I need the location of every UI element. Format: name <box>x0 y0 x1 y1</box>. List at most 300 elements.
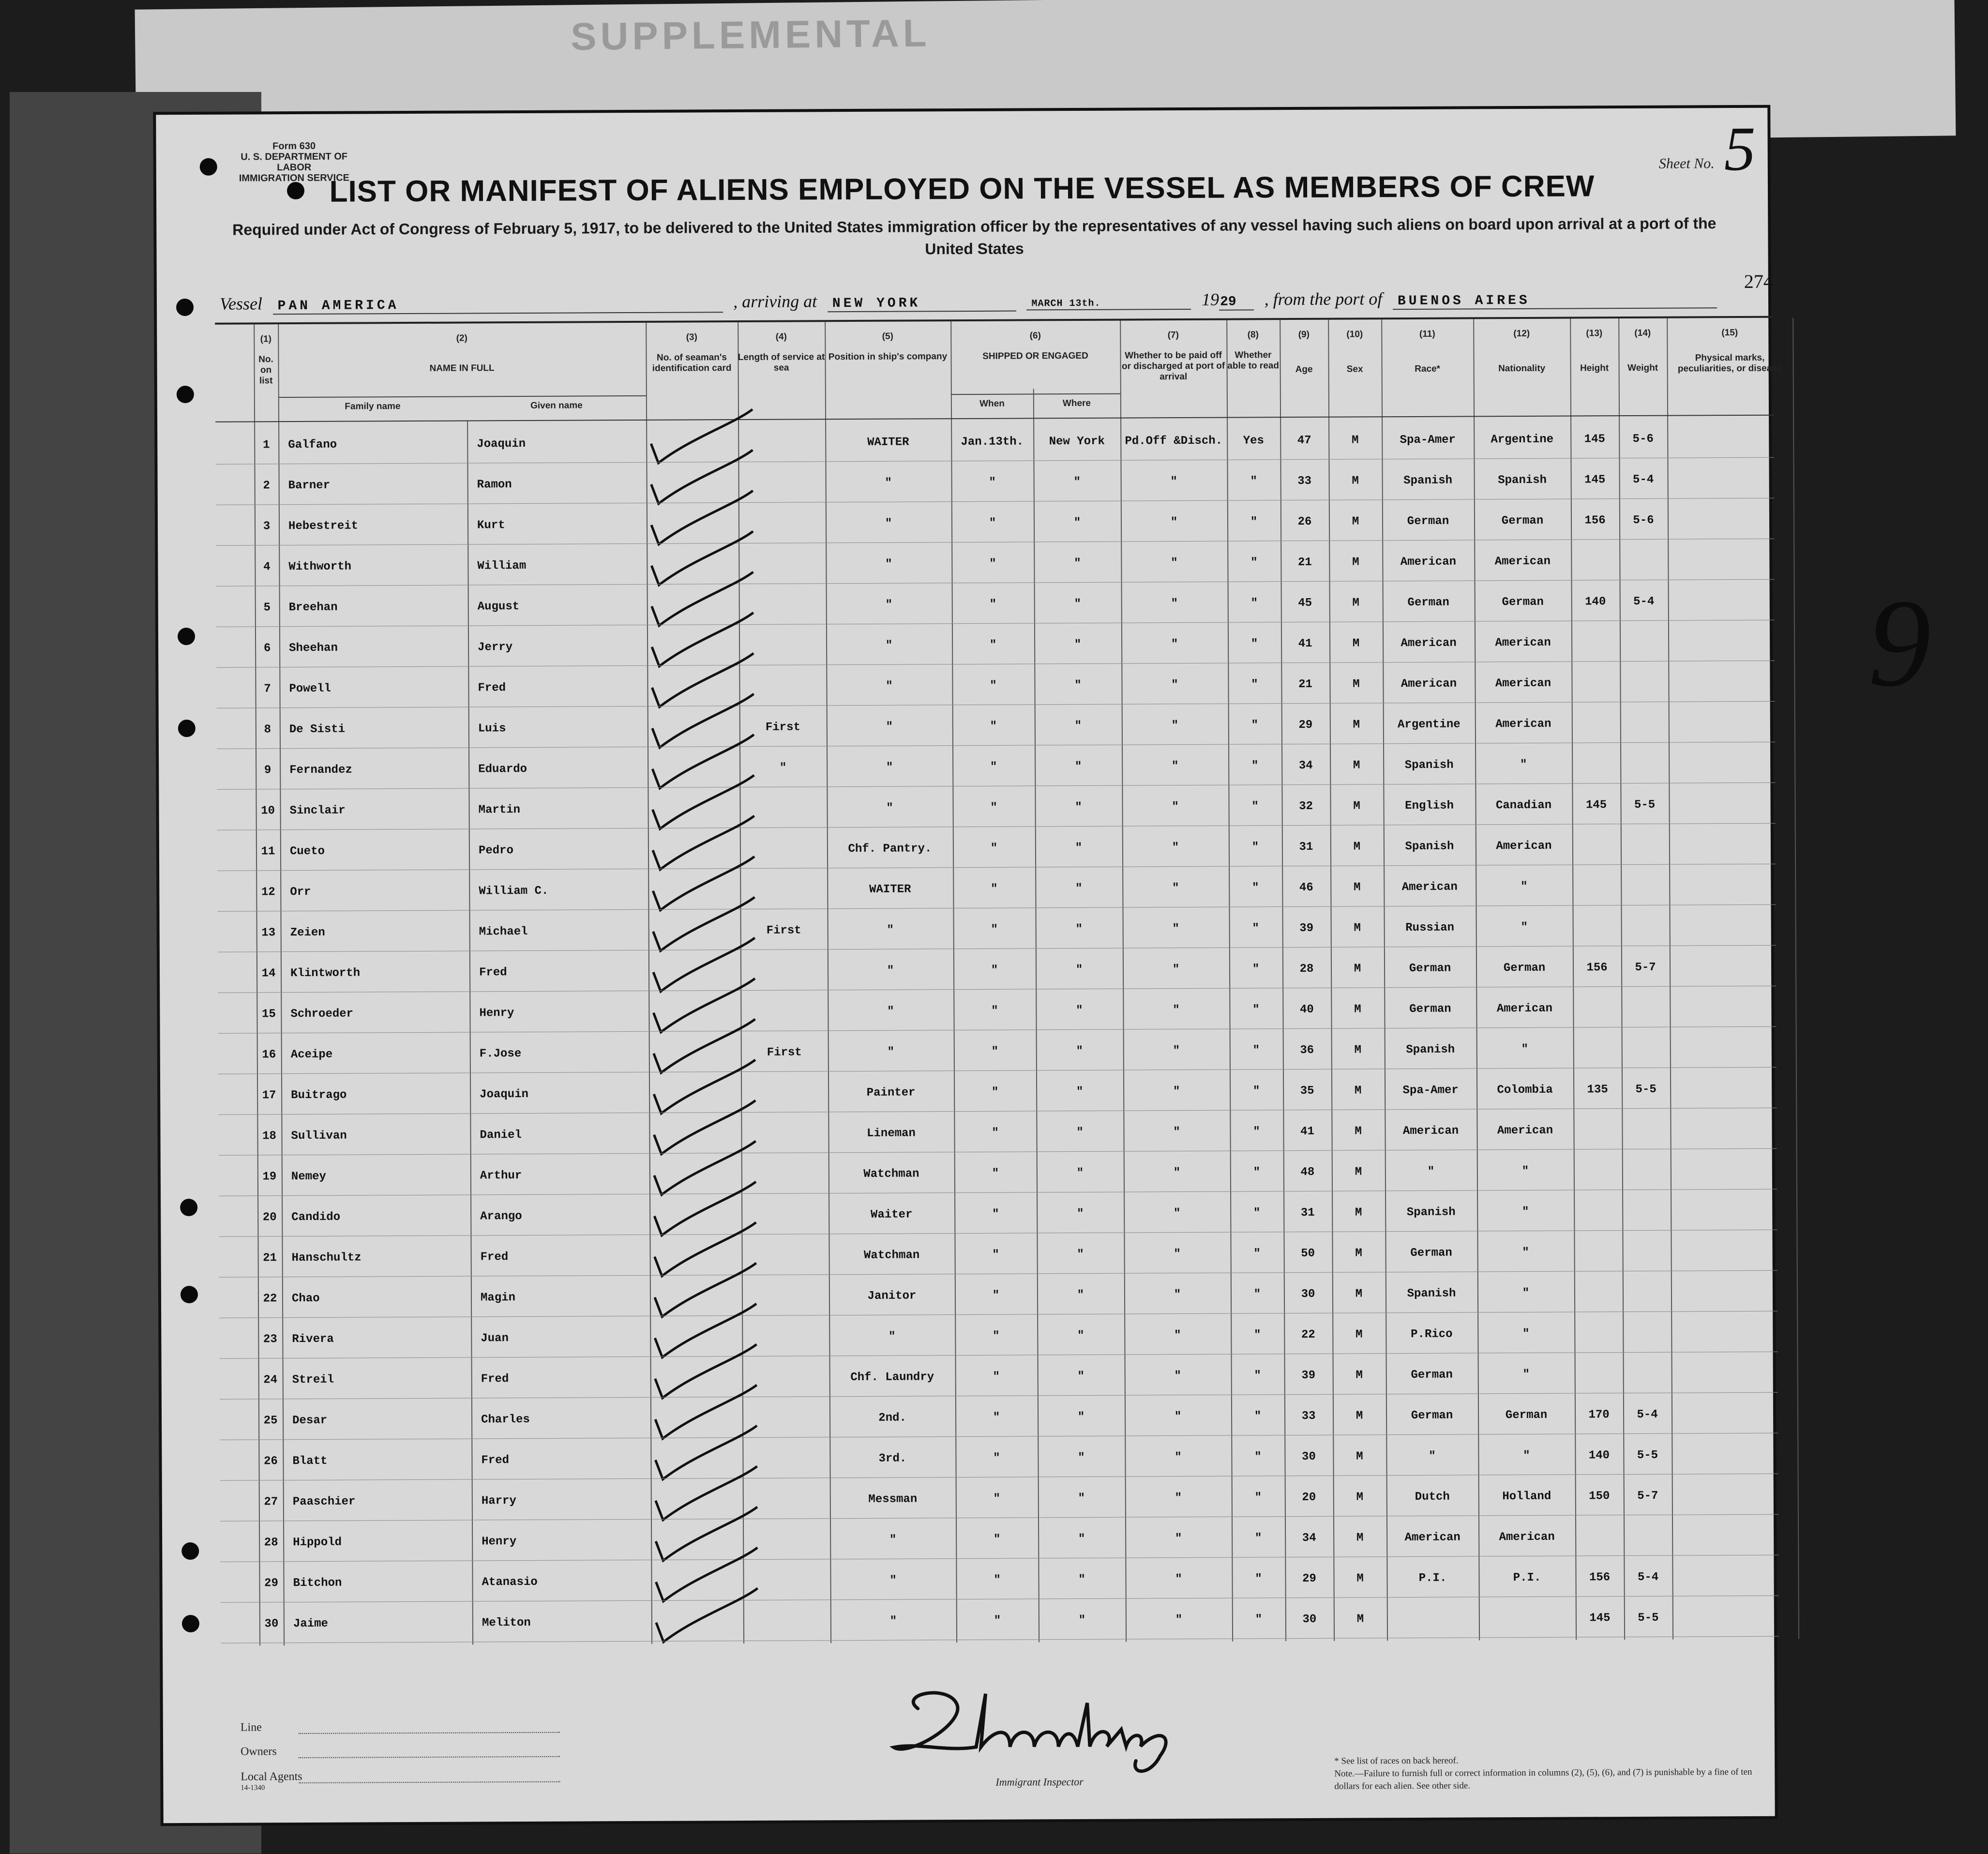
cell-position: " <box>887 923 894 937</box>
cell-sex: M <box>1355 1165 1362 1179</box>
cell-where: " <box>1078 1451 1085 1464</box>
cell-read: " <box>1253 1288 1261 1301</box>
cell-nationality: German <box>1502 595 1544 609</box>
cell-paid: " <box>1174 1329 1181 1342</box>
cell-sex: M <box>1355 1328 1363 1342</box>
cell-when: " <box>990 801 997 814</box>
cell-read: " <box>1253 1206 1261 1220</box>
cell-sex: M <box>1356 1572 1364 1585</box>
cell-age: 29 <box>1302 1572 1317 1585</box>
table-row <box>219 1233 1777 1278</box>
cell-race: Spanish <box>1403 474 1453 488</box>
cell-position: " <box>885 476 892 490</box>
cell-when: " <box>992 1126 999 1140</box>
cell-where: " <box>1077 1329 1084 1342</box>
cell-where: New York <box>1049 435 1105 449</box>
cell-position: WAITER <box>869 883 911 896</box>
cell-weight: 5-4 <box>1637 1570 1659 1584</box>
vessel-label: Vessel <box>219 294 263 314</box>
col-10-header <box>1328 329 1381 375</box>
cell-when: " <box>993 1370 1000 1384</box>
cell-age: 31 <box>1300 1206 1315 1220</box>
table-row <box>219 1151 1777 1196</box>
cell-nationality: " <box>1521 1042 1529 1056</box>
cell-read: " <box>1253 1125 1260 1139</box>
cell-position: " <box>889 1574 897 1587</box>
cell-nationality: American <box>1496 839 1552 853</box>
cell-position: Janitor <box>867 1289 917 1303</box>
cell-weight: 5-5 <box>1634 798 1656 812</box>
given-name-header: Given name <box>530 400 583 411</box>
from-label: , from the port of <box>1264 289 1383 309</box>
table-row <box>217 785 1775 830</box>
cell-weight: 5-5 <box>1635 1083 1657 1096</box>
cell-where: " <box>1074 557 1081 571</box>
cell-weight: 5-6 <box>1633 513 1654 527</box>
table-row <box>217 745 1775 790</box>
cell-sex: M <box>1352 515 1359 528</box>
cell-nationality: " <box>1522 1368 1530 1381</box>
manifest-sheet <box>156 108 1782 1823</box>
cell-weight: 5-5 <box>1637 1448 1658 1462</box>
cell-nationality: American <box>1497 1124 1553 1138</box>
cell-family: Klintworth <box>290 966 361 980</box>
table-row <box>215 420 1774 465</box>
cell-sex: M <box>1353 759 1360 772</box>
cell-when: " <box>994 1614 1001 1628</box>
cell-paid: " <box>1175 1613 1183 1627</box>
cell-paid: " <box>1171 760 1179 773</box>
table-row <box>221 1598 1779 1643</box>
cell-race: " <box>1429 1449 1436 1463</box>
cell-where: " <box>1076 1044 1084 1058</box>
cell-position: 3rd. <box>878 1452 907 1465</box>
cell-race: German <box>1411 1368 1453 1382</box>
cell-nationality: American <box>1499 1530 1555 1544</box>
col-15-label: Physical marks, peculiarities, or disease <box>1677 352 1782 374</box>
cell-sex: M <box>1352 556 1359 569</box>
table-row <box>216 501 1774 546</box>
cell-paid: " <box>1175 1451 1182 1464</box>
cell-paid: " <box>1174 1410 1182 1424</box>
cell-race: American <box>1401 880 1458 894</box>
cell-family: Paaschier <box>292 1495 356 1509</box>
cell-read: Yes <box>1243 434 1264 448</box>
cell-position: WAITER <box>867 436 909 449</box>
cell-when: " <box>989 638 997 652</box>
cell-when: " <box>994 1573 1001 1587</box>
cell-family: Sullivan <box>291 1129 347 1143</box>
cell-age: 39 <box>1301 1369 1316 1382</box>
form-code: 14-1340 <box>241 1784 265 1792</box>
cell-nationality: German <box>1503 961 1546 975</box>
cell-age: 20 <box>1302 1491 1316 1504</box>
cell-age: 34 <box>1302 1531 1316 1545</box>
cell-height: 156 <box>1586 961 1608 975</box>
cell-family: Chao <box>291 1292 320 1306</box>
cell-when: " <box>991 964 998 977</box>
cell-read: " <box>1250 515 1258 529</box>
cell-family: Desar <box>292 1414 328 1428</box>
cell-no: 28 <box>264 1536 278 1550</box>
cell-age: 45 <box>1298 596 1312 610</box>
cell-position: " <box>887 1045 895 1059</box>
cell-read: " <box>1254 1450 1262 1464</box>
col-5-header <box>825 331 950 362</box>
owners-label: Owners <box>241 1745 277 1758</box>
cell-read: " <box>1255 1572 1262 1586</box>
col-9-label: Age <box>1295 364 1313 375</box>
cell-when: " <box>992 1248 999 1262</box>
cell-when: " <box>989 516 996 530</box>
cell-sex: M <box>1355 1125 1362 1138</box>
cell-read: " <box>1254 1328 1261 1342</box>
cell-given: Pedro <box>478 844 514 858</box>
cell-family: Withworth <box>288 560 352 574</box>
col-11-num: (11) <box>1419 329 1435 339</box>
col-10-num: (10) <box>1346 329 1363 340</box>
cell-weight: 5-7 <box>1637 1489 1658 1503</box>
cell-where: " <box>1077 1410 1085 1424</box>
cell-race: American <box>1401 636 1457 650</box>
cell-no: 18 <box>262 1130 276 1143</box>
cell-given: Henry <box>479 1007 514 1020</box>
cell-given: Michael <box>479 925 528 939</box>
col-4-header <box>738 332 825 374</box>
sheet-number: 5 <box>1724 114 1756 184</box>
cell-age: 41 <box>1300 1125 1314 1138</box>
cell-age: 29 <box>1298 718 1313 732</box>
margin-annotation: 9 <box>1868 573 1931 713</box>
cell-nationality: " <box>1522 1286 1530 1300</box>
cell-when: " <box>991 882 998 896</box>
cell-position: Watchman <box>863 1167 919 1181</box>
cell-service: First <box>765 721 800 734</box>
cell-paid: " <box>1173 1085 1180 1099</box>
punch-hole <box>178 628 195 645</box>
cell-paid: " <box>1174 1248 1181 1261</box>
cell-paid: " <box>1173 1126 1180 1139</box>
cell-age: 30 <box>1301 1287 1315 1301</box>
family-name-header: Family name <box>345 401 401 412</box>
cell-service: " <box>779 761 787 775</box>
cell-where: " <box>1075 800 1082 814</box>
punch-hole <box>200 158 217 176</box>
cell-where: " <box>1078 1532 1085 1546</box>
arrival-date: MARCH 13th. <box>1026 298 1191 310</box>
col-6-label: SHIPPED OR ENGAGED <box>982 350 1088 362</box>
cell-given: Fred <box>480 1251 509 1264</box>
cell-family: Hippold <box>293 1536 342 1550</box>
cell-family: Streil <box>292 1373 334 1387</box>
punch-hole <box>177 386 194 403</box>
cell-age: 30 <box>1301 1450 1316 1463</box>
table-row <box>216 542 1774 587</box>
cell-family: Jaime <box>293 1617 328 1631</box>
inspector-signature <box>889 1673 1189 1784</box>
line-label: Line <box>240 1721 262 1734</box>
cell-paid: " <box>1172 963 1180 977</box>
cell-no: 4 <box>263 560 271 574</box>
cell-position: Chf. Laundry <box>850 1371 934 1385</box>
cell-given: Fred <box>479 966 507 980</box>
col-8-header <box>1226 330 1280 371</box>
cell-family: Schroeder <box>290 1007 354 1021</box>
cell-paid: " <box>1171 557 1178 570</box>
line-field <box>299 1732 560 1734</box>
shipped-subrule <box>951 393 1120 395</box>
col-13-header <box>1570 328 1618 374</box>
cell-read: " <box>1254 1410 1262 1423</box>
cell-where: " <box>1073 516 1081 530</box>
cell-given: Luis <box>478 722 506 736</box>
cell-given: Magin <box>480 1291 516 1305</box>
col-11-label: Race* <box>1415 363 1441 374</box>
cell-race <box>1387 1612 1479 1613</box>
cell-when: " <box>990 842 998 855</box>
col-2-num: (2) <box>456 333 467 344</box>
cell-sex: M <box>1354 921 1361 935</box>
cell-read: " <box>1251 719 1259 732</box>
cell-no: 1 <box>263 438 270 452</box>
cell-paid: " <box>1173 1004 1180 1017</box>
cell-age: 33 <box>1301 1409 1316 1423</box>
cell-family: Cueto <box>289 844 325 859</box>
when-header: When <box>979 398 1005 409</box>
cell-given: Daniel <box>480 1129 522 1142</box>
vessel-name: PAN AMERICA <box>273 297 723 315</box>
cell-position: " <box>887 964 894 978</box>
row-rule <box>221 1636 1779 1643</box>
col-8-label: Whether able to read <box>1227 350 1279 371</box>
cell-race: German <box>1411 1409 1453 1422</box>
col-4-num: (4) <box>775 332 787 342</box>
table-row <box>218 948 1776 993</box>
cell-nationality: " <box>1522 1246 1529 1259</box>
cell-family: Candido <box>291 1210 341 1224</box>
table-row <box>217 867 1776 912</box>
table-row <box>220 1436 1778 1481</box>
cell-when: " <box>989 557 996 571</box>
cell-age: 21 <box>1297 556 1312 569</box>
table-row <box>215 460 1774 505</box>
cell-height: 140 <box>1585 595 1606 609</box>
cell-position: " <box>887 1005 894 1018</box>
agents-label: Local Agents <box>241 1770 302 1783</box>
arrival-port: NEW YORK <box>828 296 1016 313</box>
cell-when: " <box>991 923 998 936</box>
cell-paid: " <box>1175 1532 1182 1546</box>
cell-sex: M <box>1352 596 1360 610</box>
cell-age: 33 <box>1297 474 1312 488</box>
table-row <box>218 1070 1777 1115</box>
name-subrule <box>278 395 646 398</box>
cell-given: Eduardo <box>478 762 527 776</box>
cell-nationality: " <box>1522 1327 1530 1341</box>
cell-where: " <box>1076 1085 1084 1099</box>
cell-no: 27 <box>264 1495 278 1509</box>
cell-given: Arthur <box>480 1169 522 1183</box>
cell-read: " <box>1250 597 1258 610</box>
cell-paid: " <box>1173 1044 1180 1058</box>
col-15-num: (15) <box>1721 328 1738 338</box>
cell-no: 21 <box>263 1251 277 1265</box>
cell-given: William <box>477 559 527 573</box>
cell-read: " <box>1253 1166 1261 1179</box>
cell-height: 145 <box>1584 433 1605 446</box>
cell-age: 36 <box>1300 1043 1314 1057</box>
cell-paid: " <box>1171 597 1178 611</box>
cell-family: Sheehan <box>289 641 338 655</box>
cell-race: American <box>1400 555 1457 569</box>
cell-paid: " <box>1172 841 1179 855</box>
cell-position: " <box>886 761 893 774</box>
cell-age: 39 <box>1299 921 1314 935</box>
cell-position: " <box>889 1330 896 1343</box>
cell-race: Spanish <box>1404 758 1454 772</box>
cell-nationality: American <box>1494 555 1551 569</box>
cell-sex: M <box>1355 1247 1362 1260</box>
cell-no: 16 <box>262 1048 276 1062</box>
cell-when: " <box>989 476 996 489</box>
cell-read: " <box>1252 1085 1260 1098</box>
cell-no: 11 <box>261 845 275 859</box>
col-7-label: Whether to be paid off or discharged at port of arrival <box>1121 350 1225 382</box>
table-row <box>218 907 1776 952</box>
cell-when: " <box>993 1533 1001 1546</box>
ghost-header: SUPPLEMENTAL <box>570 11 931 59</box>
cell-race: Spanish <box>1406 1206 1456 1220</box>
cell-where: " <box>1076 1166 1084 1180</box>
cell-race: Spanish <box>1406 1043 1455 1057</box>
cell-age: 48 <box>1300 1165 1315 1179</box>
cell-given: Arango <box>480 1210 522 1223</box>
col-4-label: Length of service at sea <box>738 352 825 373</box>
cell-nationality: Colombia <box>1497 1083 1553 1097</box>
cell-height: 156 <box>1584 514 1606 528</box>
cell-no: 8 <box>264 723 271 737</box>
cell-nationality: German <box>1501 514 1544 528</box>
crew-table <box>215 316 1782 1646</box>
table-row <box>217 704 1775 749</box>
cell-race: Spanish <box>1407 1287 1456 1301</box>
cell-nationality: American <box>1495 636 1551 650</box>
cell-no: 23 <box>263 1333 277 1346</box>
cell-height: 135 <box>1587 1083 1608 1097</box>
cell-age: 30 <box>1302 1613 1317 1626</box>
arriving-label: , arriving at <box>733 291 817 312</box>
cell-position: Painter <box>866 1086 916 1100</box>
cell-family: Barner <box>288 479 331 493</box>
cell-height: 140 <box>1588 1449 1610 1462</box>
cell-paid: " <box>1170 516 1178 529</box>
cell-age: 35 <box>1300 1084 1314 1098</box>
col-14-header <box>1618 328 1667 374</box>
cell-given: Jerry <box>478 641 513 654</box>
cell-no: 25 <box>263 1414 278 1428</box>
cell-read: " <box>1250 556 1258 570</box>
cell-no: 3 <box>263 520 271 533</box>
cell-race: German <box>1407 596 1449 610</box>
cell-no: 19 <box>262 1170 277 1184</box>
cell-no: 15 <box>261 1008 276 1021</box>
cell-sex: M <box>1355 1206 1362 1220</box>
agents-field <box>299 1781 560 1783</box>
punch-hole <box>178 720 196 737</box>
cell-age: 21 <box>1298 678 1312 691</box>
cell-age: 50 <box>1301 1247 1315 1260</box>
signature-image <box>889 1673 1189 1781</box>
cell-sex: M <box>1354 1084 1362 1098</box>
cell-race: P.Rico <box>1411 1327 1453 1341</box>
cell-sex: M <box>1354 962 1361 976</box>
col-9-header <box>1280 330 1328 375</box>
cell-race: Dutch <box>1415 1490 1450 1504</box>
cell-given: August <box>477 600 520 614</box>
service-name: IMMIGRATION SERVICE <box>239 172 350 184</box>
cell-when: " <box>992 1167 999 1180</box>
table-row <box>216 582 1775 627</box>
cell-where: " <box>1074 760 1082 774</box>
cell-family: Breehan <box>288 601 338 615</box>
cell-position: Waiter <box>870 1208 913 1221</box>
cell-position: Chf. Pantry. <box>848 842 932 856</box>
table-row <box>219 1273 1777 1318</box>
col-8-num: (8) <box>1247 330 1259 340</box>
cell-paid: " <box>1172 922 1179 936</box>
cell-age: 41 <box>1298 637 1312 650</box>
cell-when: " <box>992 1207 999 1221</box>
col-12-label: Nationality <box>1498 363 1546 374</box>
table-row <box>219 1314 1777 1359</box>
col-14-label: Weight <box>1627 362 1658 374</box>
col-9-num: (9) <box>1298 329 1310 340</box>
cell-when: " <box>993 1411 1000 1424</box>
col-1-label: No. on list <box>258 354 273 386</box>
cell-read: " <box>1255 1613 1263 1627</box>
cell-when: " <box>993 1492 1001 1506</box>
cell-when: " <box>991 1085 999 1099</box>
cell-where: " <box>1076 1004 1083 1018</box>
cell-given: Henry <box>482 1535 517 1549</box>
cell-weight: 5-4 <box>1632 473 1654 486</box>
cell-position: " <box>885 639 893 652</box>
punch-hole <box>180 1199 197 1216</box>
cell-height: 145 <box>1585 799 1607 812</box>
cell-race: English <box>1405 799 1454 813</box>
cell-sex: M <box>1355 1287 1363 1301</box>
cell-race: German <box>1409 962 1451 975</box>
cell-given: William C. <box>479 884 549 898</box>
cell-read: " <box>1252 922 1259 935</box>
cell-family: Aceipe <box>290 1048 333 1062</box>
punch-hole <box>176 299 194 316</box>
cell-no: 26 <box>263 1455 278 1468</box>
cell-family: Fernandez <box>289 763 352 777</box>
cell-no: 10 <box>261 804 275 818</box>
cell-paid: " <box>1174 1370 1181 1383</box>
table-row <box>220 1477 1778 1522</box>
column-divider <box>1792 318 1799 1639</box>
cell-no: 9 <box>264 764 271 777</box>
table-row <box>216 623 1775 668</box>
cell-sex: M <box>1353 799 1360 813</box>
table-row <box>216 663 1775 708</box>
cell-sex: M <box>1352 474 1359 488</box>
cell-no: 14 <box>261 967 276 980</box>
col-10-label: Sex <box>1346 364 1363 375</box>
cell-position: " <box>885 598 893 612</box>
